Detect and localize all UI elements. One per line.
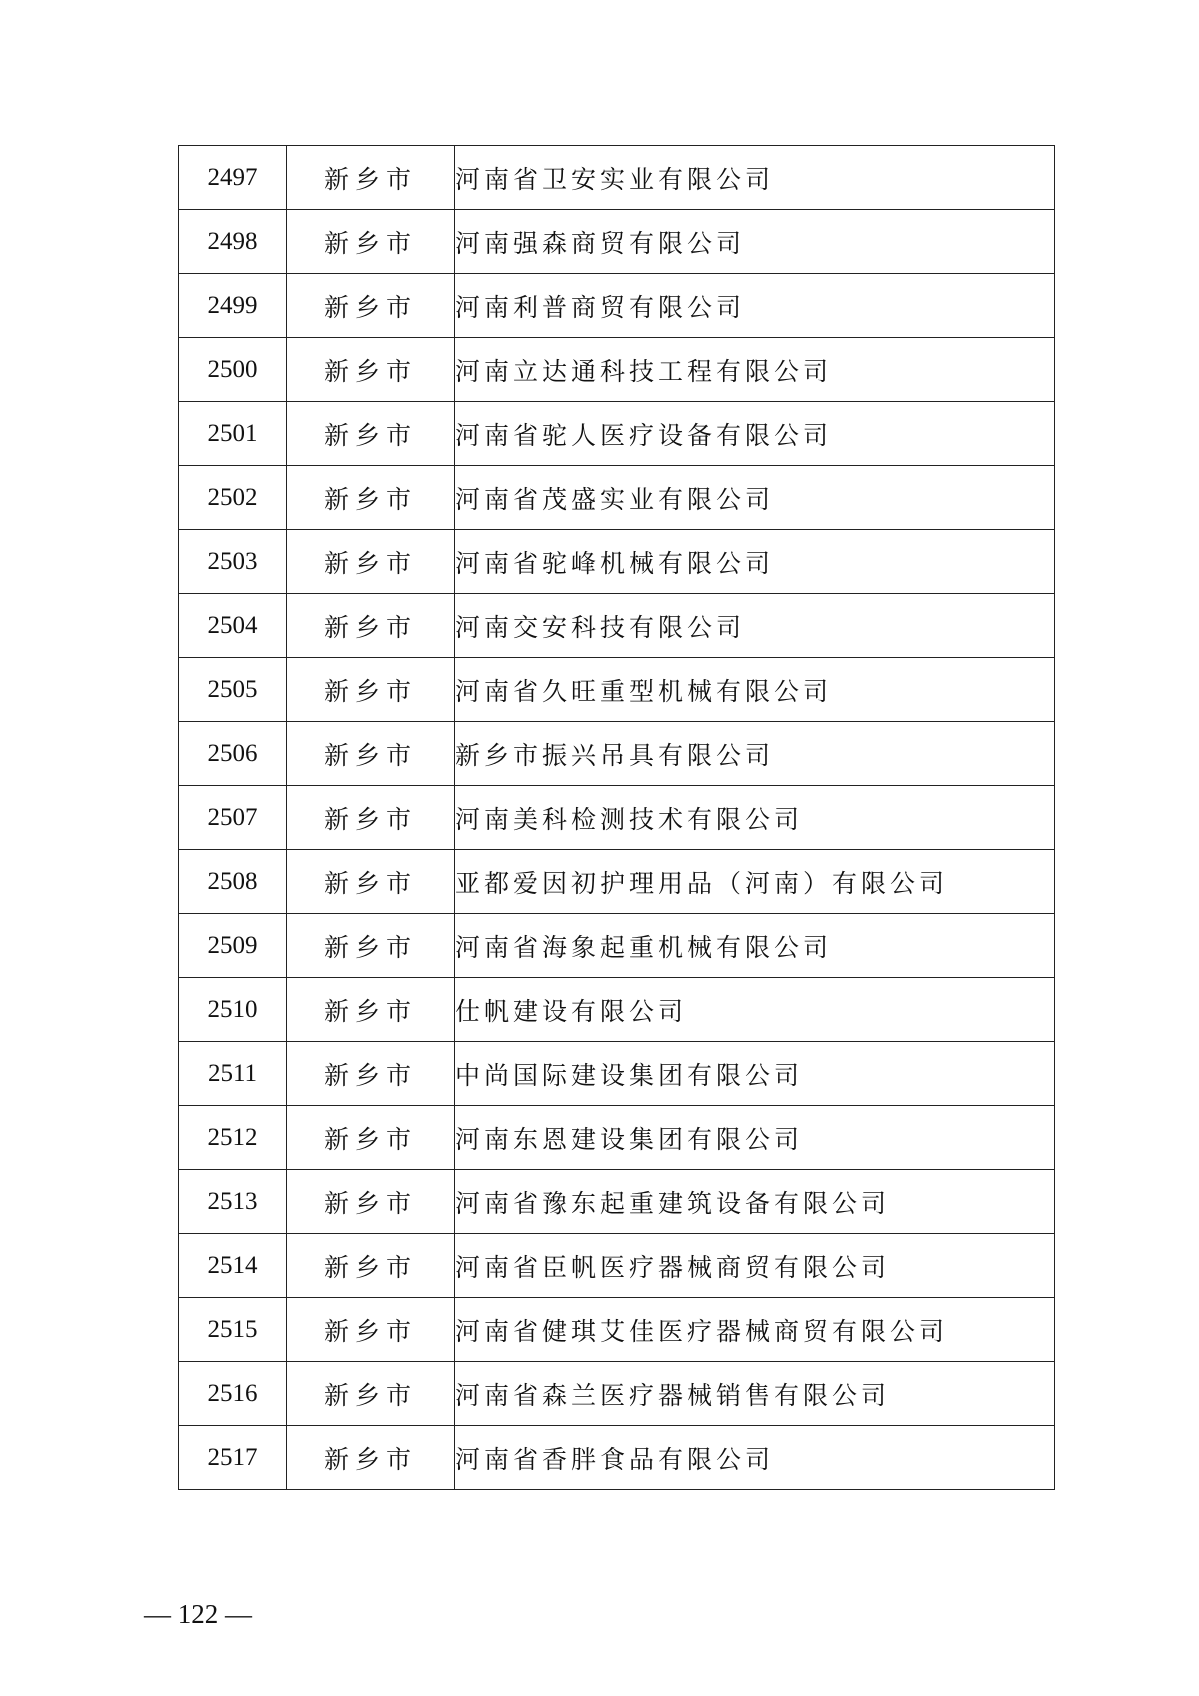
row-city: 新乡市 xyxy=(287,1170,455,1234)
row-number: 2503 xyxy=(179,530,287,594)
table-row xyxy=(179,978,1055,1042)
row-company-name: 河南省卫安实业有限公司 xyxy=(455,146,1055,210)
row-city: 新乡市 xyxy=(287,1298,455,1362)
row-city: 新乡市 xyxy=(287,722,455,786)
table-row xyxy=(179,594,1055,658)
table-row xyxy=(179,722,1055,786)
row-number: 2499 xyxy=(179,274,287,338)
row-company-name: 河南省海象起重机械有限公司 xyxy=(455,914,1055,978)
row-company-name: 河南省豫东起重建筑设备有限公司 xyxy=(455,1170,1055,1234)
row-city: 新乡市 xyxy=(287,146,455,210)
row-company-name: 新乡市振兴吊具有限公司 xyxy=(455,722,1055,786)
row-city: 新乡市 xyxy=(287,402,455,466)
row-company-name: 河南利普商贸有限公司 xyxy=(455,274,1055,338)
row-number: 2497 xyxy=(179,146,287,210)
row-city: 新乡市 xyxy=(287,210,455,274)
table-row xyxy=(179,530,1055,594)
table-row xyxy=(179,338,1055,402)
row-number: 2505 xyxy=(179,658,287,722)
row-company-name: 中尚国际建设集团有限公司 xyxy=(455,1042,1055,1106)
row-company-name: 亚都爱因初护理用品（河南）有限公司 xyxy=(455,850,1055,914)
row-city: 新乡市 xyxy=(287,1234,455,1298)
row-city: 新乡市 xyxy=(287,1362,455,1426)
row-number: 2507 xyxy=(179,786,287,850)
table-row xyxy=(179,850,1055,914)
table-row xyxy=(179,786,1055,850)
row-number: 2502 xyxy=(179,466,287,530)
table-row xyxy=(179,1426,1055,1490)
table-row xyxy=(179,658,1055,722)
row-number: 2509 xyxy=(179,914,287,978)
row-company-name: 河南省驼峰机械有限公司 xyxy=(455,530,1055,594)
row-company-name: 河南省驼人医疗设备有限公司 xyxy=(455,402,1055,466)
row-number: 2517 xyxy=(179,1426,287,1490)
row-company-name: 仕帆建设有限公司 xyxy=(455,978,1055,1042)
row-company-name: 河南美科检测技术有限公司 xyxy=(455,786,1055,850)
row-company-name: 河南省久旺重型机械有限公司 xyxy=(455,658,1055,722)
table-row xyxy=(179,146,1055,210)
table-row xyxy=(179,1042,1055,1106)
row-number: 2504 xyxy=(179,594,287,658)
row-city: 新乡市 xyxy=(287,786,455,850)
row-number: 2516 xyxy=(179,1362,287,1426)
row-city: 新乡市 xyxy=(287,914,455,978)
row-company-name: 河南强森商贸有限公司 xyxy=(455,210,1055,274)
row-number: 2511 xyxy=(179,1042,287,1106)
row-city: 新乡市 xyxy=(287,338,455,402)
row-city: 新乡市 xyxy=(287,466,455,530)
row-company-name: 河南省森兰医疗器械销售有限公司 xyxy=(455,1362,1055,1426)
page-number: — 122 — xyxy=(144,1599,252,1629)
table-row xyxy=(179,1362,1055,1426)
row-city: 新乡市 xyxy=(287,1426,455,1490)
row-city: 新乡市 xyxy=(287,1042,455,1106)
table-row xyxy=(179,1106,1055,1170)
table-row xyxy=(179,466,1055,530)
row-number: 2498 xyxy=(179,210,287,274)
row-number: 2513 xyxy=(179,1170,287,1234)
row-company-name: 河南东恩建设集团有限公司 xyxy=(455,1106,1055,1170)
row-company-name: 河南省健琪艾佳医疗器械商贸有限公司 xyxy=(455,1298,1055,1362)
row-company-name: 河南省臣帆医疗器械商贸有限公司 xyxy=(455,1234,1055,1298)
row-company-name: 河南立达通科技工程有限公司 xyxy=(455,338,1055,402)
row-number: 2506 xyxy=(179,722,287,786)
row-city: 新乡市 xyxy=(287,978,455,1042)
row-city: 新乡市 xyxy=(287,658,455,722)
row-city: 新乡市 xyxy=(287,850,455,914)
table-row xyxy=(179,274,1055,338)
row-number: 2512 xyxy=(179,1106,287,1170)
company-list-body xyxy=(179,146,1055,1490)
row-company-name: 河南交安科技有限公司 xyxy=(455,594,1055,658)
row-number: 2508 xyxy=(179,850,287,914)
row-number: 2515 xyxy=(179,1298,287,1362)
table-row xyxy=(179,210,1055,274)
table-row xyxy=(179,1234,1055,1298)
row-city: 新乡市 xyxy=(287,274,455,338)
table-row xyxy=(179,914,1055,978)
row-company-name: 河南省茂盛实业有限公司 xyxy=(455,466,1055,530)
row-number: 2514 xyxy=(179,1234,287,1298)
row-company-name: 河南省香胖食品有限公司 xyxy=(455,1426,1055,1490)
row-number: 2510 xyxy=(179,978,287,1042)
table-row xyxy=(179,1170,1055,1234)
table-row xyxy=(179,1298,1055,1362)
row-number: 2500 xyxy=(179,338,287,402)
row-city: 新乡市 xyxy=(287,594,455,658)
company-list-table xyxy=(178,145,1055,1490)
table-row xyxy=(179,402,1055,466)
row-city: 新乡市 xyxy=(287,1106,455,1170)
row-number: 2501 xyxy=(179,402,287,466)
row-city: 新乡市 xyxy=(287,530,455,594)
